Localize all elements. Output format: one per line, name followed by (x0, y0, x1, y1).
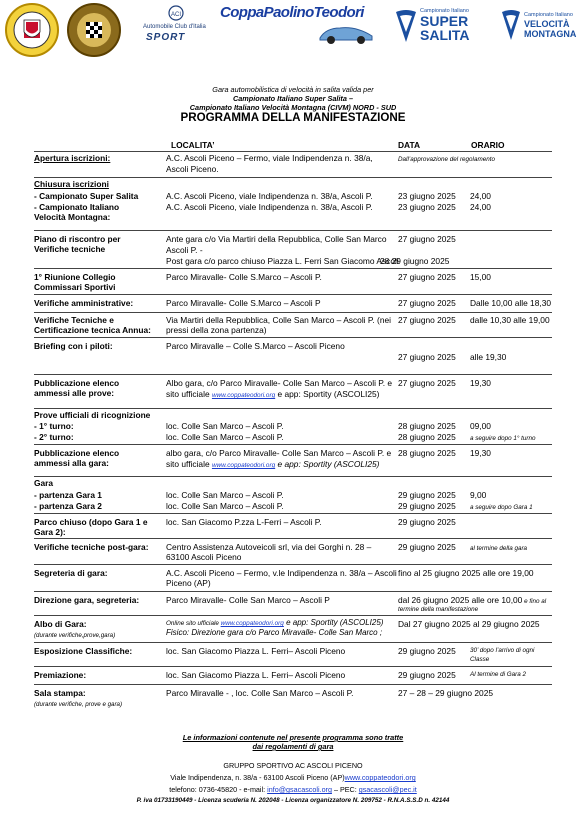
footer-address-text: Viale Indipendenza, n. 38/a - 63100 Ascoli Piceno (AP) (170, 773, 345, 782)
email-link[interactable]: info@gsacascoli.org (267, 785, 332, 794)
row-location: A.C. Ascoli Piceno, viale Indipendenza n. 38/a, Ascoli P. (166, 202, 373, 212)
intro-line-2: Campionato Italiano Super Salita – (232, 94, 354, 103)
row-label: Parco chiuso (dopo Gara 1 e (34, 517, 148, 527)
table-row (34, 591, 552, 592)
website-link[interactable]: www.coppateodori.org (211, 392, 276, 399)
row-location (166, 459, 379, 471)
row-time: Dalle 10,00 alle 18,30 (470, 298, 552, 308)
row-label: - Campionato Italiano (34, 202, 120, 212)
row-location: Centro Assistenza Autoveicoli srl, via dei Gorghi n. 28 – (166, 542, 372, 552)
row-date: 27 giugno 2025 (398, 352, 456, 362)
row-location: loc. San Giacomo P.zza L-Ferri – Ascoli P. (166, 517, 322, 527)
row-location-text: e app: Sportity (ASCOLI25) (283, 618, 384, 627)
row-label: Esposizione Classifiche: (34, 646, 133, 656)
row-label: Sala stampa: (34, 688, 86, 698)
row-location: 63100 Ascoli Piceno (166, 552, 242, 562)
table-row (34, 513, 552, 514)
row-location (166, 389, 379, 401)
row-date: 29 giugno 2025 (398, 646, 456, 656)
row-time: a seguire dopo Gara 1 (470, 504, 533, 511)
row-date: 28 giugno 2025 (398, 421, 456, 431)
montagna-title: MONTAGNA (524, 29, 577, 39)
super-salita-top: Campionato Italiano (420, 8, 469, 14)
row-location-text: e app: Sportity (ASCOLI25) (275, 389, 380, 399)
footer-legal: P. iva 01733190449 - Licenza scuderia N. 202048 - Licenza organizzatore N. 209752 - R.N.A.S.S.D n. 42144 (136, 797, 450, 804)
table-row (34, 230, 552, 231)
table-row (34, 684, 552, 685)
footer-pec-label: – PEC: (331, 785, 359, 794)
row-label: Premiazione: (34, 670, 87, 680)
row-time: 09,00 (470, 421, 491, 431)
row-date: 27 giugno 2025 (398, 378, 456, 388)
row-location: Parco Miravalle- Colle S.Marco – Ascoli P (166, 298, 321, 308)
footer-org: GRUPPO SPORTIVO AC ASCOLI PICENO (223, 761, 363, 770)
row-date: 28 giugno 2025 (398, 432, 456, 442)
row-date: 27 giugno 2025 (398, 315, 456, 325)
row-location: Fisico: Direzione gara c/o Parco Miravalle- Colle San Marco ; (166, 628, 383, 637)
row-time: 15,00 (470, 272, 491, 282)
footer-contacts (0, 785, 586, 794)
row-label: Commissari Sportivi (34, 282, 116, 292)
row-label: Direzione gara, segreteria: (34, 595, 140, 605)
row-label (34, 629, 115, 641)
table-row (34, 294, 552, 295)
row-label: Piano di riscontro per (34, 234, 121, 244)
row-date: Dal 27 giugno 2025 al 29 giugno 2025 (398, 619, 540, 629)
column-header-orario: ORARIO (471, 140, 505, 150)
row-label: ammessi alla gara: (34, 458, 109, 468)
row-label-sub: (durante verifiche,prove,gara) (34, 632, 116, 639)
table-row (34, 476, 552, 477)
aci-title: Automobile Club d'Italia (143, 24, 206, 30)
website-link[interactable]: www.coppateodori.org (211, 462, 276, 469)
row-location: A.C. Ascoli Piceno – Fermo, v.le Indipendenza n. 38/a – Ascoli (166, 568, 397, 578)
row-time: 30’ dopo l’arrivo di ogni (470, 647, 535, 654)
velocita-title: VELOCITÀ (524, 19, 570, 29)
row-location: loc. San Giacomo Piazza L. Ferri– Ascoli Piceno (166, 646, 346, 656)
column-header-localita: LOCALITA’ (171, 140, 215, 150)
row-location-text: sito ufficiale (166, 389, 212, 399)
row-label: Chiusura iscrizioni (34, 179, 109, 189)
row-label: Segreteria di gara: (34, 568, 108, 578)
super-salita-title: SUPER SALITA (420, 13, 470, 43)
row-location: Ascoli Piceno. (166, 164, 219, 174)
row-location: Piceno (AP) (166, 578, 211, 588)
automobile-club-ascoli-logo (4, 2, 60, 58)
row-time: dalle 10,30 alle 19,00 (470, 315, 550, 325)
row-label: Verifiche amministrative: (34, 298, 134, 308)
row-label: Briefing con i piloti: (34, 341, 113, 351)
row-date: 23 giugno 2025 (398, 202, 456, 212)
row-date: 28 giugno 2025 (398, 448, 456, 458)
row-label: Pubblicazione elenco (34, 378, 120, 388)
row-time: 24,00 (470, 191, 491, 201)
row-label: - partenza Gara 1 (34, 490, 102, 500)
row-date: 29 giugno 2025 (398, 670, 456, 680)
row-location: Parco Miravalle- Colle San Marco – Ascoli P (166, 595, 330, 605)
table-row (34, 408, 552, 409)
table-row (34, 538, 552, 539)
row-label: Gara (34, 478, 54, 488)
row-date: 29 giugno 2025 (398, 501, 456, 511)
row-date: 23 giugno 2025 (398, 191, 456, 201)
row-time: Al termine di Gara 2 (470, 671, 526, 678)
svg-text:ACI: ACI (170, 12, 182, 18)
row-time: 19,30 (470, 378, 491, 388)
row-time: 24,00 (470, 202, 491, 212)
row-location-text: sito ufficiale (166, 459, 212, 469)
row-location: albo gara, c/o Parco Miravalle- Colle San Marco – Ascoli P. e (166, 448, 392, 458)
table-row (34, 564, 552, 565)
race-car-icon (316, 20, 376, 46)
row-location: Ascoli P. - (166, 245, 203, 255)
row-location: loc. Colle San Marco – Ascoli P. (166, 490, 284, 500)
row-date: 29 giugno 2025 (398, 517, 456, 527)
row-date: 27 giugno 2025 (398, 234, 456, 244)
row-location: Parco Miravalle- Colle S.Marco – Ascoli P. (166, 272, 322, 282)
row-location: Albo gara, c/o Parco Miravalle- Colle San Marco – Ascoli P. e (166, 378, 393, 388)
website-link[interactable]: www.coppateodori.org (220, 620, 284, 627)
gruppo-sportivo-logo (64, 2, 124, 58)
row-location-text: e app: Sportity (ASCOLI25) (275, 459, 380, 469)
row-location: loc. Colle San Marco – Ascoli P. (166, 421, 284, 431)
row-label: Pubblicazione elenco (34, 448, 120, 458)
pec-link[interactable]: gsacascoli@pec.it (358, 785, 417, 794)
website-link[interactable]: www.coppateodori.org (344, 773, 416, 782)
row-location: Parco Miravalle – Colle S.Marco – Ascoli Piceno (166, 341, 345, 351)
row-date: 29 giugno 2025 (398, 542, 456, 552)
row-label: Verifiche tecniche (34, 244, 106, 254)
note-line-2: dai regolamenti di gara (252, 742, 334, 751)
row-label: Prove ufficiali di ricognizione (34, 410, 151, 420)
row-date: 27 – 28 – 29 giugno 2025 (398, 688, 494, 698)
row-location: loc. Colle San Marco – Ascoli P. (166, 432, 284, 442)
row-location: Ante gara c/o Via Martiri della Repubblica, Colle San Marco (166, 234, 387, 244)
table-row (34, 337, 552, 338)
row-location: Parco Miravalle - , loc. Colle San Marco – Ascoli P. (166, 688, 354, 698)
row-time: 9,00 (470, 490, 487, 500)
table-row (34, 642, 552, 643)
table-row (34, 666, 552, 667)
super-salita-emblem-icon (394, 8, 418, 46)
velocita-montagna-emblem-icon (500, 8, 522, 44)
row-label: 1° Riunione Collegio (34, 272, 116, 282)
row-date: Dall’approvazione del regolamento (398, 156, 495, 163)
row-date: 29 giugno 2025 (398, 490, 456, 500)
table-row (34, 177, 552, 178)
row-location-text: Online sito ufficiale (166, 620, 221, 627)
row-label: Verifiche tecniche post-gara: (34, 542, 149, 552)
row-label: - partenza Gara 2 (34, 501, 102, 511)
row-time: Classe (470, 656, 490, 663)
row-location: Post gara c/o parco chiuso Piazza L. Ferri San Giacomo Ascoli (166, 256, 399, 266)
velocita-top: Campionato Italiano (524, 12, 573, 18)
row-location: pressi della zona partenza) (166, 325, 267, 335)
column-header-data: DATA (398, 140, 421, 150)
row-label-sub: (durante verifiche, prove e gara) (34, 701, 123, 708)
row-label (34, 698, 122, 710)
note-line-1: Le informazioni contenute nel presente programma sono tratte (182, 733, 404, 742)
row-label: Verifiche Tecniche e (34, 315, 114, 325)
row-date: termine della manifestazione (398, 606, 479, 613)
row-time: alle 19,30 (470, 352, 507, 362)
intro-line-1: Gara automobilistica di velocità in salita valida per (212, 85, 374, 94)
row-label: - 2° turno: (34, 432, 74, 442)
row-date-text: dal 26 giugno 2025 alle ore 10,00 (398, 595, 523, 605)
footer-phone: telefono: 0736-45820 - e-mail: (169, 785, 268, 794)
table-row (34, 151, 552, 152)
row-label: - Campionato Super Salita (34, 191, 139, 201)
row-location: loc. San Giacomo Piazza L. Ferri– Ascoli Piceno (166, 670, 346, 680)
row-label: Certificazione tecnica Annua: (34, 325, 151, 335)
row-time: 19,30 (470, 448, 491, 458)
coppa-teodori-logo-text: CoppaPaolinoTeodori (220, 4, 364, 21)
row-location: A.C. Ascoli Piceno, viale Indipendenza n. 38/a, Ascoli P. (166, 191, 373, 201)
row-location: Via Martiri della Repubblica, Colle San Marco – Ascoli P. (nei (166, 315, 391, 325)
row-location: A.C. Ascoli Piceno – Fermo, viale Indipendenza n. 38/a, (166, 153, 373, 163)
row-label: ammessi alle prove: (34, 388, 115, 398)
table-row (34, 444, 552, 445)
page-title: PROGRAMMA DELLA MANIFESTAZIONE (180, 111, 406, 124)
row-time: al termine della gara (470, 545, 528, 552)
aci-sport-label: SPORT (146, 32, 186, 43)
row-date-text: e fino al (522, 598, 547, 605)
table-row (34, 268, 552, 269)
row-time: a seguire dopo 1° turno (470, 435, 536, 442)
row-label: Apertura iscrizioni: (34, 153, 111, 163)
row-label: Velocità Montagna: (34, 212, 111, 222)
row-label: Albo di Gara: (34, 619, 87, 629)
intro-line-3: Campionato Italiano Velocità Montagna (CIVM) NORD - SUD (189, 103, 397, 112)
table-row (34, 615, 552, 616)
table-row (34, 312, 552, 313)
row-label: Gara 2): (34, 527, 66, 537)
row-date: 28 29 giugno 2025 (380, 256, 450, 266)
aci-emblem-icon (166, 4, 186, 22)
row-date: 27 giugno 2025 (398, 298, 456, 308)
row-location: loc. Colle San Marco – Ascoli P. (166, 501, 284, 511)
row-label: - 1° turno: (34, 421, 74, 431)
row-date: 27 giugno 2025 (398, 272, 456, 282)
row-date: fino al 25 giugno 2025 alle ore 19,00 (398, 568, 534, 578)
footer-address (0, 773, 586, 782)
table-row (34, 374, 552, 375)
